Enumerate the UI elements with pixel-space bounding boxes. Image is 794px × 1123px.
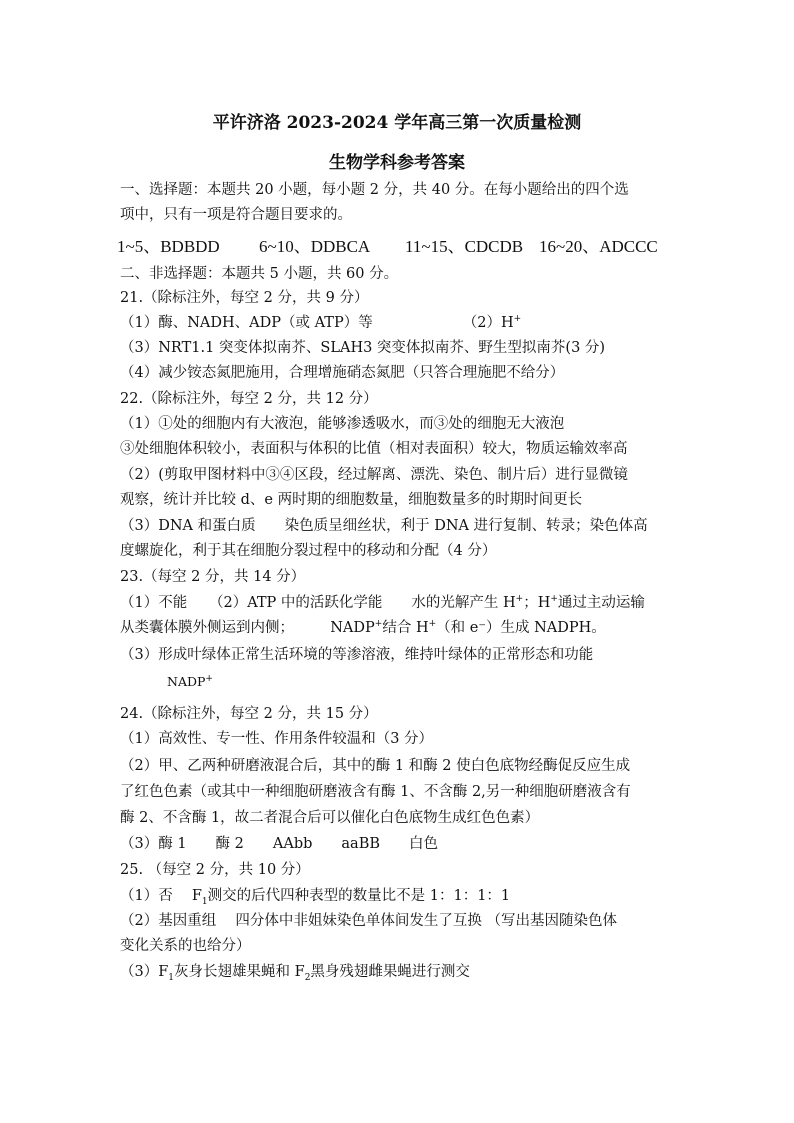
q22-answer-2-cont: 观察，统计并比较 d、e 两时期的细胞数量，细胞数量多的时期时间更长 — [120, 492, 583, 508]
choice-answers — [117, 232, 682, 257]
q24-answer-3: （3）酶 1 酶 2 AAbb aaBB 白色 — [120, 836, 439, 852]
q22-header: 22.（除标注外，每空 2 分，共 12 分） — [120, 391, 378, 407]
q24-answer-2: （2）甲、乙两种研磨液混合后，其中的酶 1 和酶 2 使白色底物经酶促反应生成 — [120, 758, 631, 774]
q23-answer-1 — [120, 593, 680, 613]
q23-header: 23.（每空 2 分，共 14 分） — [120, 569, 306, 585]
q23-answer-1-sup2: + — [550, 594, 558, 605]
q21-answer-2: （2）H — [462, 315, 514, 331]
q24-answer-2-cont2: 酶 2、不含酶 1，故二者混合后可以催化白色底物生成红色色素） — [120, 810, 540, 826]
q22-answer-3-cont: 度螺旋化，利于其在细胞分裂过程中的移动和分配（4 分） — [120, 543, 497, 559]
q22-answer-1: （1）①处的细胞内有大液泡，能够渗透吸水，而③处的细胞无大液泡 — [120, 416, 565, 432]
answer-group-2: 6~10、DDBCA — [259, 237, 371, 256]
q25-answer-3-part3: 黑身残翅雌果蝇进行测交 — [310, 964, 470, 980]
q25-answer-3-part2: 灰身长翅雄果蝇和 F — [174, 964, 305, 980]
q25-answer-1 — [120, 886, 680, 906]
q22-answer-2: （2）(剪取甲图材料中③④区段，经过解离、漂洗、染色、制片后）进行显微镜 — [120, 467, 628, 483]
q25-answer-3-sub2: 2 — [304, 972, 311, 983]
answer-group-3: 11~15、CDCDB — [405, 237, 524, 256]
answer-group-4: 16~20、ADCCC — [539, 237, 658, 256]
q25-header: 25. （每空 2 分，共 10 分） — [120, 862, 310, 878]
q24-answer-2-cont1: 了红色色素（或其中一种细胞研磨液含有酶 1、不含酶 2,另一种细胞研磨液含有 — [120, 784, 631, 800]
q25-answer-1-sub: 1 — [201, 896, 208, 907]
q23-answer-1-cont-sup1: + — [374, 619, 383, 630]
q23-answer-1-cont-part1: 从类囊体膜外侧运到内侧； NADP — [120, 620, 375, 636]
document-subtitle: 生物学科参考答案 — [329, 153, 465, 173]
q25-answer-2: （2）基因重组 四分体中非姐妹染色单体间发生了互换 （写出基因随染色体 — [120, 913, 617, 929]
q21-answer-1: （1）酶、NADH、ADP（或 ATP）等 — [120, 315, 373, 331]
q23-answer-1-cont-part3: （和 e⁻）生成 NADPH。 — [436, 620, 606, 636]
q23-answer-1-sup1: + — [515, 594, 524, 605]
q23-answer-1-part2: ；H — [523, 595, 551, 611]
q21-answer-2-sup: + — [513, 314, 522, 325]
section1-intro-line2: 项中，只有一项是符合题目要求的。 — [120, 207, 352, 223]
q24-answer-1: （1）高效性、专一性、作用条件较温和（3 分） — [120, 731, 434, 747]
q25-answer-3 — [120, 962, 680, 982]
q23-answer-1-part3: 通过主动运输 — [557, 595, 645, 611]
q22-answer-3: （3）DNA 和蛋白质 染色质呈细丝状，利于 DNA 进行复制、转录；染色体高 — [120, 518, 648, 534]
section1-intro-line1: 一、选择题：本题共 20 小题，每小题 2 分，共 40 分。在每小题给出的四个选 — [120, 182, 629, 198]
q24-header: 24.（除标注外，每空 2 分，共 15 分） — [120, 706, 378, 722]
answer-group-1: 1~5、BDBDD — [117, 237, 220, 256]
q25-answer-3-part1: （3）F — [120, 964, 169, 980]
q23-nadp-text: NADP — [167, 674, 206, 689]
q21-answer-1-2 — [120, 313, 680, 333]
q23-answer-3-nadp — [167, 672, 727, 692]
q23-answer-1-cont — [120, 618, 680, 638]
q25-answer-1-part2: 测交的后代四种表型的数量比不是 1：1：1：1 — [207, 888, 511, 904]
q25-answer-3-sub1: 1 — [168, 972, 175, 983]
q23-nadp-sup: + — [205, 673, 213, 684]
section2-intro: 二、非选择题：本题共 5 小题，共 60 分。 — [120, 266, 399, 282]
q25-answer-2-cont: 变化关系的也给分） — [120, 938, 251, 954]
q21-header: 21.（除标注外，每空 2 分，共 9 分） — [120, 290, 369, 306]
q23-answer-1-cont-sup2: + — [428, 619, 437, 630]
q25-answer-1-part1: （1）否 F — [120, 888, 202, 904]
q23-answer-1-cont-part2: 结合 H — [382, 620, 429, 636]
q21-answer-4: （4）减少铵态氮肥施用，合理增施硝态氮肥（只答合理施肥不给分） — [120, 365, 565, 381]
q21-answer-3: （3）NRT1.1 突变体拟南芥、SLAH3 突变体拟南芥、野生型拟南芥(3 分) — [120, 340, 606, 356]
document-title: 平许济洛 2023-2024 学年高三第一次质量检测 — [212, 113, 582, 133]
q22-answer-1-cont: ③处细胞体积较小，表面积与体积的比值（相对表面积）较大，物质运输效率高 — [120, 441, 628, 457]
q23-answer-3: （3）形成叶绿体正常生活环境的等渗溶液，维持叶绿体的正常形态和功能 — [120, 647, 594, 663]
q23-answer-1-part1: （1）不能 （2）ATP 中的活跃化学能 水的光解产生 H — [120, 595, 516, 611]
